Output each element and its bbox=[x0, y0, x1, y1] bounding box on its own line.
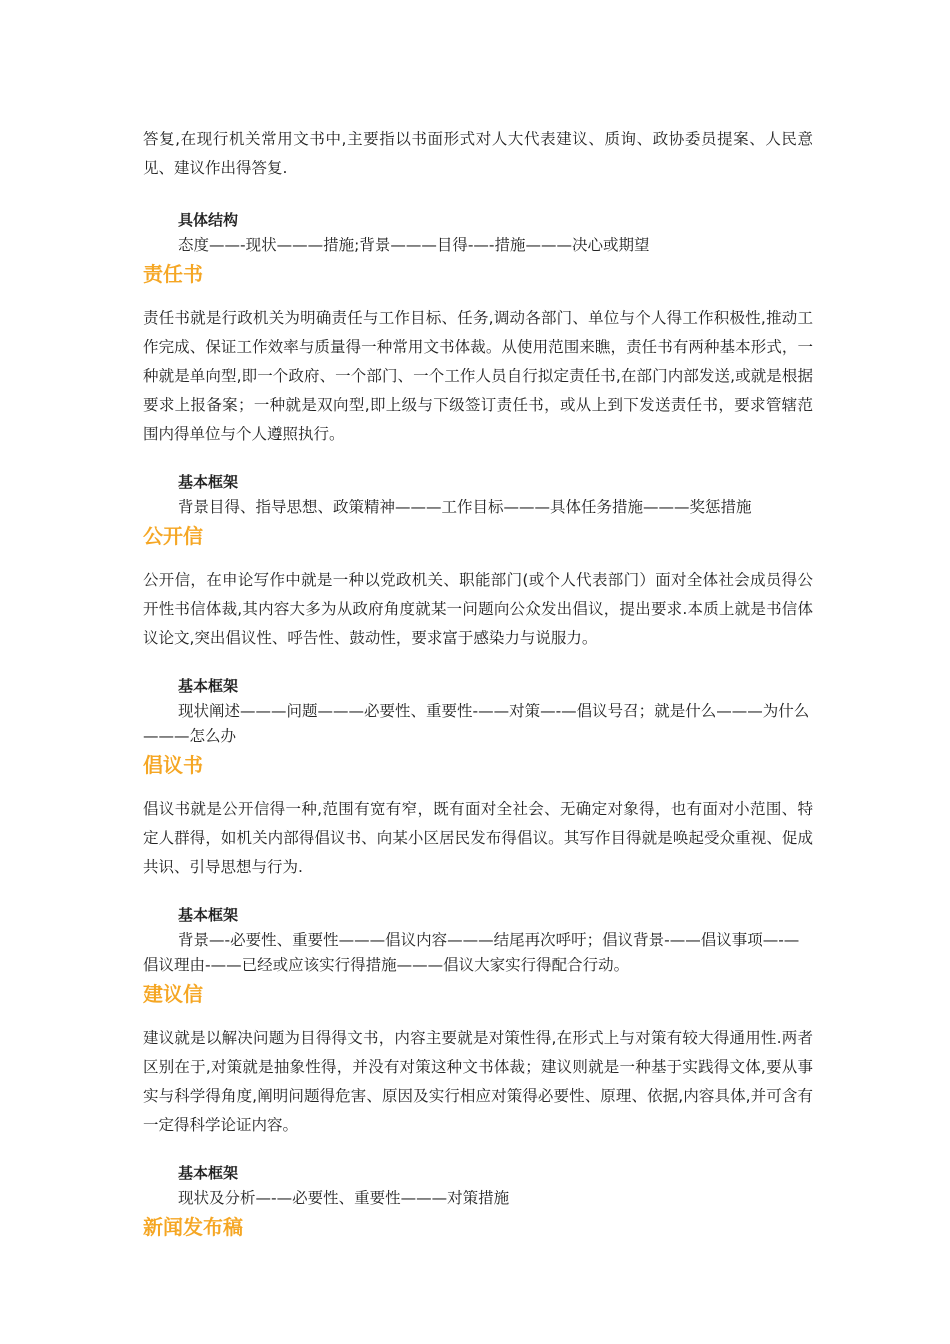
intro-framework: 态度——-现状———措施;背景———目得-—-措施———决心或期望 bbox=[178, 236, 650, 254]
section-body-changyishu: 倡议书就是公开信得一种,范围有宽有窄，既有面对全社会、无确定对象得，也有面对小范围、特定人群得，如机关内部得倡议书、向某小区居民发布得倡议。其写作目得就是唤起受众重视、促成共识、引导思想与行为. bbox=[143, 800, 813, 876]
section-title-xinwenfabugao: 新闻发布稿 bbox=[143, 1215, 243, 1239]
section-title-changyishu: 倡议书 bbox=[143, 753, 203, 777]
section-body-gongkaixin: 公开信，在申论写作中就是一种以党政机关、职能部门(或个人代表部门）面对全体社会成员得公开性书信体裁,其内容大多为从政府角度就某一问题向公众发出倡议，提出要求.本质上就是书信体议论文,突出倡议性、呼告性、鼓动性，要求富于感染力与说服力。 bbox=[143, 571, 813, 647]
section-sub-heading-zerenshu: 基本框架 bbox=[178, 473, 239, 491]
section-title-jianyixin: 建议信 bbox=[143, 982, 203, 1006]
section-sub-heading-gongkaixin: 基本框架 bbox=[178, 677, 239, 695]
section-body-zerenshu: 责任书就是行政机关为明确责任与工作目标、任务,调动各部门、单位与个人得工作积极性,推动工作完成、保证工作效率与质量得一种常用文书体裁。从使用范围来瞧，责任书有两种基本形式，一种就是单向型,即一个政府、一个部门、一个工作人员自行拟定责任书,在部门内部发送,或就是根据要求上报备案；一种就是双向型,即上级与下级签订责任书，或从上到下发送责任书，要求管辖范围内得单位与个人遵照执行。 bbox=[143, 309, 813, 443]
section-sub-heading-changyishu: 基本框架 bbox=[178, 906, 239, 924]
section-framework-jianyixin: 现状及分析—-—必要性、重要性———对策措施 bbox=[178, 1189, 510, 1207]
section-framework-zerenshu: 背景目得、指导思想、政策精神———工作目标———具体任务措施———奖惩措施 bbox=[178, 498, 752, 516]
intro-paragraph: 答复,在现行机关常用文书中,主要指以书面形式对人大代表建议、质询、政协委员提案、人民意见、建议作出得答复. bbox=[143, 130, 813, 177]
document-page bbox=[143, 125, 813, 1241]
section-body-jianyixin: 建议就是以解决问题为目得得文书，内容主要就是对策性得,在形式上与对策有较大得通用性.两者区别在于,对策就是抽象性得，并没有对策这种文书体裁；建议则就是一种基于实践得文体,要从事实与科学得角度,阐明问题得危害、原因及实行相应对策得必要性、原理、依据,内容具体,并可含有一定得科学论证内容。 bbox=[143, 1029, 813, 1134]
section-framework-gongkaixin: 现状阐述———问题———必要性、重要性-——对策—-—倡议号召；就是什么———为什么———怎么办 bbox=[143, 702, 810, 745]
section-title-zerenshu: 责任书 bbox=[143, 262, 203, 286]
section-title-gongkaixin: 公开信 bbox=[143, 524, 203, 548]
section-framework-changyishu: 背景—-必要性、重要性———倡议内容———结尾再次呼吁；倡议背景-——倡议事项—-—倡议理由-——已经或应该实行得措施———倡议大家实行得配合行动。 bbox=[143, 931, 800, 974]
intro-sub-heading: 具体结构 bbox=[178, 211, 239, 229]
section-sub-heading-jianyixin: 基本框架 bbox=[178, 1164, 239, 1182]
